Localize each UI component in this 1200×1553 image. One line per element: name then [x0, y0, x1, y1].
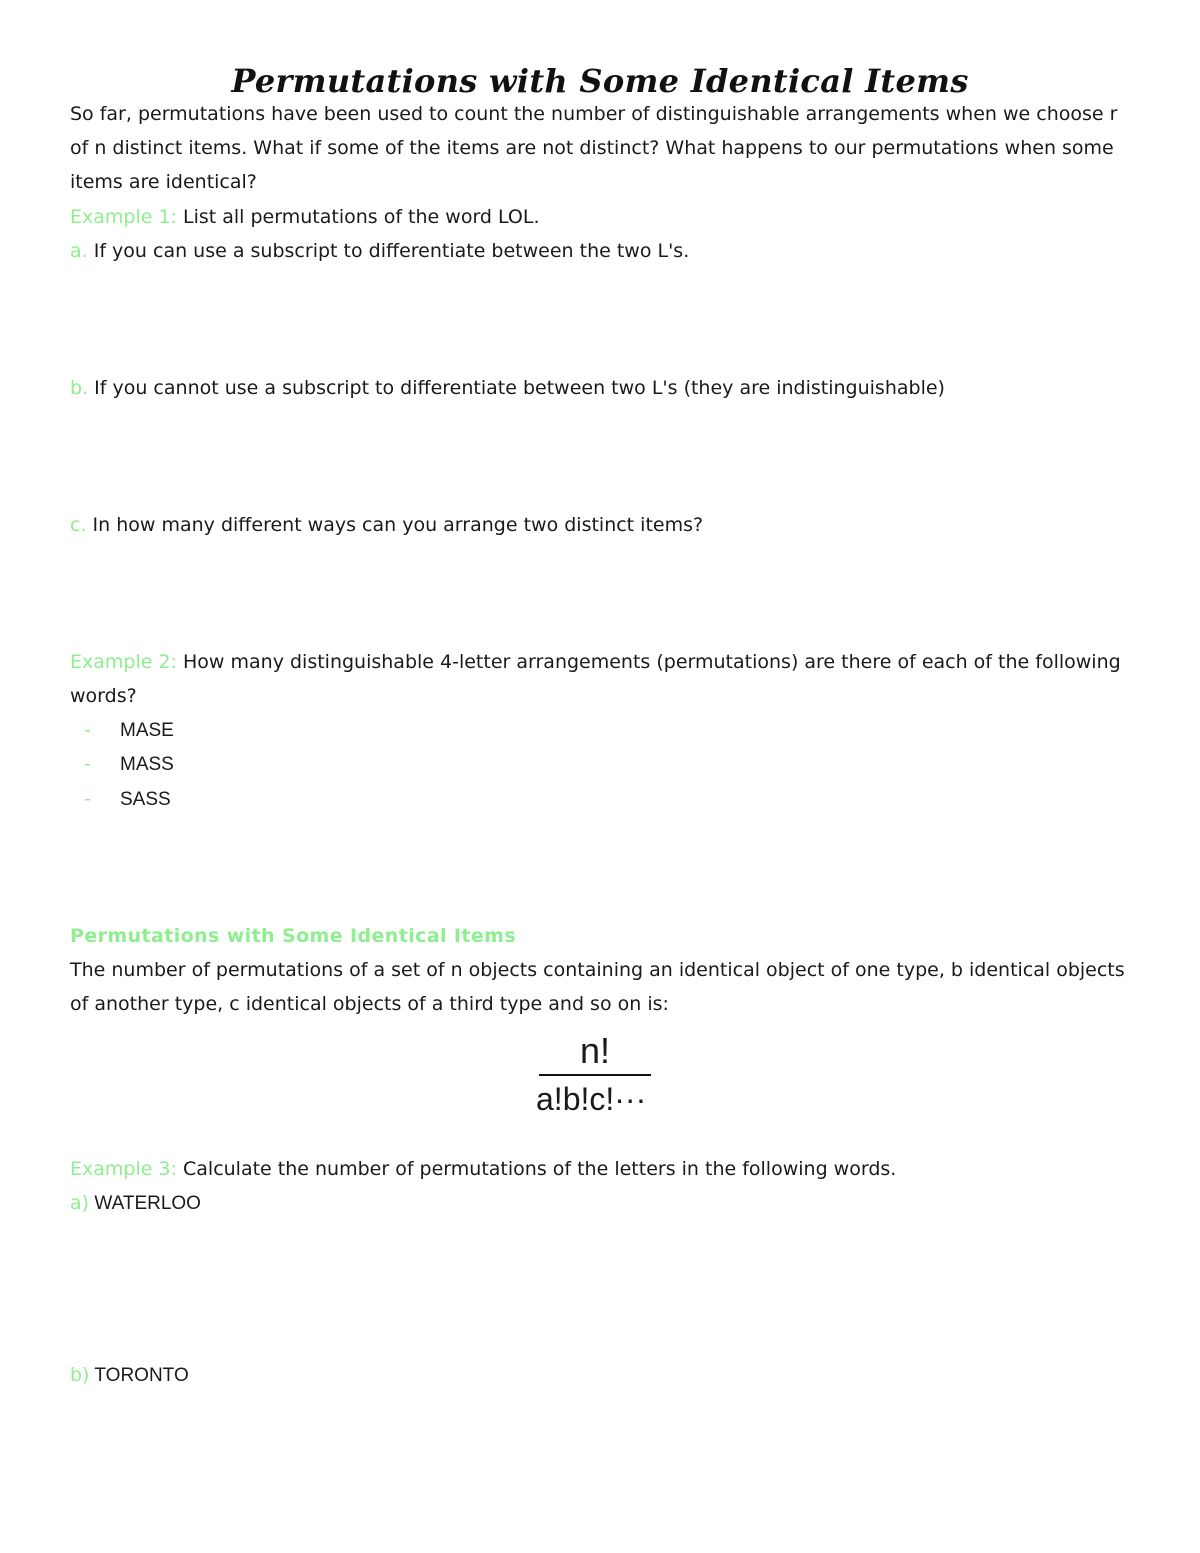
example-2-label: Example 2:: [70, 651, 177, 673]
bullet-dash: -: [84, 788, 91, 810]
part-label: b): [70, 1364, 90, 1386]
part-text: In how many different ways can you arrange two distinct items?: [86, 514, 704, 536]
part-label: b.: [70, 377, 89, 399]
permutation-formula: [530, 1030, 670, 1118]
example-1-part-c: [70, 508, 703, 542]
formula-denominator: a!b!c!···: [536, 1081, 647, 1117]
example-3-prompt: [70, 1152, 896, 1186]
rule-heading: Permutations with Some Identical Items: [70, 925, 517, 947]
part-label: a): [70, 1192, 90, 1214]
word-mass: MASS: [120, 754, 174, 775]
list-item: [84, 782, 171, 817]
example-3-label: Example 3:: [70, 1158, 177, 1180]
word-mase: MASE: [120, 720, 174, 741]
list-item: [84, 747, 174, 782]
example-2-prompt: [70, 645, 1130, 713]
part-text: TORONTO: [89, 1365, 189, 1386]
list-item: [84, 713, 174, 748]
word-sass: SASS: [120, 789, 171, 810]
part-text: If you can use a subscript to differentiate between the two L's.: [87, 240, 690, 262]
example-3-part-b: [70, 1358, 189, 1393]
part-label: c.: [70, 514, 87, 536]
part-text: WATERLOO: [89, 1193, 201, 1214]
example-1-label: Example 1:: [70, 206, 177, 228]
example-1-part-b: [70, 371, 945, 405]
page-title: Permutations with Some Identical Items: [231, 62, 969, 100]
rule-text: The number of permutations of a set of n objects containing an identical object of one type, b identical objects of another type, c identical objects of a third type and so on is:: [70, 959, 1125, 1015]
formula-numerator: n!: [579, 1030, 611, 1071]
bullet-dash: -: [84, 753, 91, 775]
example-3-text: Calculate the number of permutations of the letters in the following words.: [176, 1158, 897, 1180]
example-1-part-a: [70, 234, 689, 268]
part-label: a.: [70, 240, 88, 262]
example-1-text: List all permutations of the word LOL.: [176, 206, 540, 228]
part-text: If you cannot use a subscript to differentiate between two L's (they are indistinguishable): [88, 377, 945, 399]
example-1-prompt: [70, 200, 540, 234]
example-3-part-a: [70, 1186, 201, 1221]
intro-paragraph: So far, permutations have been used to count the number of distinguishable arrangements when we choose r of n distinct items. What if some of the items are not distinct? What happens to our permutations when some items are identical?: [70, 103, 1118, 193]
fraction-bar: [539, 1074, 651, 1076]
bullet-dash: -: [84, 719, 91, 741]
example-2-text: How many distinguishable 4-letter arrangements (permutations) are there of each of the following words?: [70, 651, 1121, 707]
